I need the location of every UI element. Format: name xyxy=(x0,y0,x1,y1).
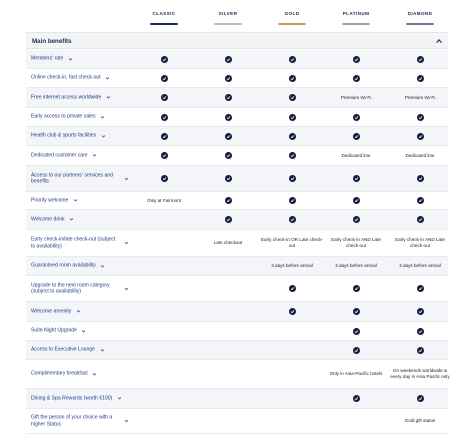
tier-cell-silver xyxy=(196,409,260,433)
chevron-down-icon xyxy=(67,56,73,62)
tier-cell-platinum xyxy=(324,341,388,359)
benefit-row xyxy=(26,127,448,146)
tier-label: DIAMOND xyxy=(407,11,433,16)
benefit-detail: 2 days before arrival xyxy=(399,263,441,268)
chevron-down-icon xyxy=(81,328,87,334)
benefit-detail: On weekends worldwide & every day in Asia Pacific only xyxy=(390,368,450,379)
chevron-down-icon xyxy=(75,309,81,315)
tier-classic xyxy=(132,0,196,28)
check-icon xyxy=(161,114,168,121)
benefit-name: Health club & sports facilities xyxy=(31,132,97,139)
benefit-row xyxy=(26,88,448,108)
chevron-down-icon xyxy=(72,198,78,204)
benefit-detail: Premium Wi-Fi xyxy=(340,94,372,100)
check-icon xyxy=(417,175,424,182)
benefit-toggle[interactable] xyxy=(31,152,98,159)
check-icon xyxy=(417,308,424,315)
tier-cell-gold xyxy=(260,88,324,107)
tier-cell-silver xyxy=(196,146,260,165)
tier-cell-platinum xyxy=(324,210,388,229)
check-icon xyxy=(289,285,296,292)
chevron-down-icon xyxy=(100,133,106,139)
tier-cell-classic xyxy=(132,276,196,301)
check-icon xyxy=(417,56,424,63)
chevron-up-icon xyxy=(435,37,443,45)
chevron-down-icon xyxy=(123,418,129,424)
benefit-toggle[interactable] xyxy=(31,328,87,335)
chevron-down-icon xyxy=(92,153,98,159)
check-icon xyxy=(289,75,296,82)
chevron-down-icon xyxy=(69,217,75,223)
check-icon xyxy=(225,197,232,204)
benefit-name: Members' rate xyxy=(31,55,64,62)
tier-cell-gold xyxy=(260,127,324,145)
benefit-detail: Dedicated line xyxy=(341,152,371,158)
tier-cell-classic xyxy=(132,409,196,433)
benefit-row xyxy=(26,210,448,230)
benefit-name: Upgrade to the next room category (subject to availability) xyxy=(31,281,110,295)
tier-cell-gold xyxy=(260,50,324,68)
benefit-detail: Premium Wi-Fi xyxy=(404,94,436,100)
benefit-detail: Early check-in OR Late check-out xyxy=(260,237,324,248)
tier-cell-gold xyxy=(260,146,324,165)
tier-cell-platinum xyxy=(324,389,388,408)
tier-color-bar xyxy=(150,23,178,25)
tier-cell-diamond xyxy=(388,88,452,107)
chevron-down-icon xyxy=(105,95,111,101)
check-icon xyxy=(353,56,360,63)
check-icon xyxy=(417,197,424,204)
check-icon xyxy=(289,197,296,204)
benefit-toggle[interactable] xyxy=(31,371,98,378)
tier-cell-platinum xyxy=(324,108,388,126)
benefit-row xyxy=(26,341,448,360)
check-icon xyxy=(353,216,360,223)
check-icon xyxy=(225,114,232,121)
check-icon xyxy=(353,114,360,121)
tier-cell-platinum xyxy=(324,360,388,388)
tier-cell-diamond xyxy=(388,389,452,408)
tier-cell-silver xyxy=(196,389,260,408)
collapse-toggle[interactable] xyxy=(434,36,444,46)
benefit-toggle[interactable] xyxy=(31,197,78,204)
chevron-down-icon xyxy=(116,396,122,402)
tier-cell-gold xyxy=(260,322,324,340)
benefit-detail: 2 days before arrival xyxy=(335,263,377,268)
benefit-toggle[interactable] xyxy=(31,133,106,140)
tier-cell-diamond xyxy=(388,341,452,359)
tier-cell-diamond xyxy=(388,146,452,165)
tier-silver xyxy=(196,0,260,28)
benefit-name: Dedicated customer care xyxy=(31,152,88,159)
benefit-row xyxy=(26,389,448,409)
benefit-name: Priority welcome xyxy=(31,197,69,204)
benefit-detail: Only in Asia-Pacific hotels xyxy=(329,371,383,376)
check-icon xyxy=(225,75,232,82)
section-title: Main benefits xyxy=(32,38,72,45)
check-icon xyxy=(161,152,168,159)
benefit-name: Guaranteed room availability xyxy=(31,262,96,269)
tier-cell-silver xyxy=(196,127,260,145)
tier-cell-diamond xyxy=(388,210,452,229)
check-icon xyxy=(225,94,232,101)
tier-cell-silver xyxy=(196,108,260,126)
check-icon xyxy=(353,395,360,402)
tier-cell-silver xyxy=(196,230,260,256)
tier-cell-gold xyxy=(260,409,324,433)
tier-cell-classic xyxy=(132,230,196,256)
tier-cell-platinum xyxy=(324,166,388,191)
check-icon xyxy=(225,216,232,223)
tier-cell-classic xyxy=(132,360,196,388)
tier-gold xyxy=(260,0,324,28)
check-icon xyxy=(289,56,296,63)
tier-cell-platinum xyxy=(324,50,388,68)
tier-cell-classic xyxy=(132,69,196,87)
tier-cell-classic xyxy=(132,50,196,68)
benefit-toggle[interactable] xyxy=(31,172,129,185)
benefit-name: Suite Night Upgrade xyxy=(31,327,77,334)
chevron-down-icon xyxy=(99,347,105,353)
chevron-down-icon xyxy=(105,75,111,81)
tier-cell-classic xyxy=(132,210,196,229)
tier-cell-platinum xyxy=(324,127,388,145)
chevron-down-icon xyxy=(123,240,129,246)
tier-cell-diamond xyxy=(388,69,452,87)
tier-cell-silver xyxy=(196,166,260,191)
benefit-row xyxy=(26,146,448,166)
check-icon xyxy=(353,175,360,182)
tier-cell-silver xyxy=(196,88,260,107)
tier-cell-diamond xyxy=(388,230,452,256)
tier-cell-gold xyxy=(260,257,324,275)
tier-cell-gold xyxy=(260,360,324,388)
tier-cell-classic xyxy=(132,257,196,275)
tier-color-bar xyxy=(342,23,370,25)
check-icon xyxy=(161,175,168,182)
benefit-detail: Late checkout xyxy=(213,240,243,245)
benefit-detail: Early check-in AND Late check-out xyxy=(395,237,445,248)
main-benefits-section xyxy=(26,32,448,49)
tier-cell-silver xyxy=(196,302,260,321)
tier-cell-classic xyxy=(132,341,196,359)
tier-cell-silver xyxy=(196,210,260,229)
tier-cell-gold xyxy=(260,341,324,359)
tier-cell-platinum xyxy=(324,192,388,209)
tier-label: CLASSIC xyxy=(152,11,176,16)
benefit-row xyxy=(26,322,448,341)
tier-cell-gold xyxy=(260,69,324,87)
check-icon xyxy=(417,285,424,292)
tier-cell-gold xyxy=(260,230,324,256)
benefit-toggle[interactable] xyxy=(31,282,129,295)
tier-cell-silver xyxy=(196,341,260,359)
tier-platinum xyxy=(324,0,388,28)
tier-header xyxy=(0,0,474,28)
tier-cell-silver xyxy=(196,69,260,87)
tier-cell-diamond xyxy=(388,322,452,340)
benefit-toggle[interactable] xyxy=(31,216,75,223)
check-icon xyxy=(417,114,424,121)
benefit-name: Early access to private sales xyxy=(31,113,96,120)
tier-cell-diamond xyxy=(388,127,452,145)
tier-cell-gold xyxy=(260,302,324,321)
benefit-detail: Dedicated line xyxy=(405,152,435,158)
benefit-row xyxy=(26,192,448,210)
benefit-name: Access to Executive Lounge xyxy=(31,346,95,353)
tier-label: GOLD xyxy=(284,11,300,16)
benefit-toggle[interactable] xyxy=(31,94,111,101)
tier-cell-platinum xyxy=(324,409,388,433)
benefit-name: Complimentary breakfast xyxy=(31,370,88,377)
tier-cell-platinum xyxy=(324,230,388,256)
benefit-toggle[interactable] xyxy=(31,114,106,121)
benefit-toggle[interactable] xyxy=(31,75,111,82)
benefit-row xyxy=(26,108,448,127)
tier-cell-silver xyxy=(196,276,260,301)
benefit-toggle[interactable] xyxy=(31,347,105,354)
check-icon xyxy=(225,152,232,159)
tier-cell-classic xyxy=(132,127,196,145)
benefit-name: Welcome amenity xyxy=(31,308,72,315)
benefit-name: Welcome drink xyxy=(31,216,65,223)
check-icon xyxy=(161,94,168,101)
benefit-toggle[interactable] xyxy=(31,395,122,402)
tier-cell-classic xyxy=(132,389,196,408)
tier-cell-classic xyxy=(132,322,196,340)
chevron-down-icon xyxy=(123,176,129,182)
benefit-name: Early check-in/late check-out (subject to availability) xyxy=(31,236,116,249)
check-icon xyxy=(289,133,296,140)
check-icon xyxy=(353,75,360,82)
tier-cell-silver xyxy=(196,257,260,275)
chevron-down-icon xyxy=(100,114,106,120)
tier-cell-silver xyxy=(196,50,260,68)
benefit-detail: Gold gift status xyxy=(404,418,436,423)
check-icon xyxy=(161,56,168,63)
benefit-toggle[interactable] xyxy=(31,236,129,249)
tier-cell-platinum xyxy=(324,257,388,275)
check-icon xyxy=(417,347,424,354)
check-icon xyxy=(289,216,296,223)
check-icon xyxy=(289,308,296,315)
tier-color-bar xyxy=(214,23,242,25)
benefit-toggle[interactable] xyxy=(31,308,81,315)
benefit-detail: Early check-in AND Late check-out xyxy=(331,237,381,248)
tier-cell-diamond xyxy=(388,360,452,388)
tier-cell-diamond xyxy=(388,276,452,301)
tier-cell-classic xyxy=(132,88,196,107)
benefit-toggle[interactable] xyxy=(31,263,106,270)
tier-cell-gold xyxy=(260,192,324,209)
chevron-down-icon xyxy=(100,263,106,269)
benefit-name: Access to our partners' services and benefits xyxy=(31,171,113,185)
benefit-row xyxy=(26,302,448,322)
benefit-detail: 3 days before arrival xyxy=(271,263,313,268)
tier-color-bar xyxy=(278,23,306,25)
check-icon xyxy=(353,328,360,335)
benefit-name: Online check-in, fast check-out xyxy=(31,74,101,81)
tier-cell-classic xyxy=(132,302,196,321)
tier-cell-diamond xyxy=(388,409,452,433)
benefit-row xyxy=(26,409,448,434)
tier-cell-platinum xyxy=(324,88,388,107)
check-icon xyxy=(225,175,232,182)
chevron-down-icon xyxy=(123,286,129,292)
tier-cell-silver xyxy=(196,322,260,340)
tier-cell-classic xyxy=(132,108,196,126)
check-icon xyxy=(289,152,296,159)
benefit-name: Dining & Spa Rewards (worth €100) xyxy=(31,395,113,402)
tier-diamond xyxy=(388,0,452,28)
tier-cell-platinum xyxy=(324,302,388,321)
check-icon xyxy=(417,328,424,335)
check-icon xyxy=(417,133,424,140)
benefit-row xyxy=(26,230,448,257)
check-icon xyxy=(225,56,232,63)
tier-cell-gold xyxy=(260,108,324,126)
check-icon xyxy=(417,395,424,402)
tier-cell-platinum xyxy=(324,69,388,87)
check-icon xyxy=(289,114,296,121)
benefit-detail: Only at Fairmont xyxy=(147,197,181,203)
tier-color-bar xyxy=(406,23,434,25)
tier-cell-classic xyxy=(132,166,196,191)
benefit-toggle[interactable] xyxy=(31,414,129,427)
check-icon xyxy=(353,285,360,292)
tier-cell-classic xyxy=(132,192,196,209)
check-icon xyxy=(225,133,232,140)
tier-label: PLATINUM xyxy=(342,11,370,16)
check-icon xyxy=(353,308,360,315)
tier-label: SILVER xyxy=(218,11,238,16)
tier-cell-silver xyxy=(196,192,260,209)
benefit-row xyxy=(26,360,448,389)
check-icon xyxy=(417,216,424,223)
tier-cell-diamond xyxy=(388,108,452,126)
benefit-name: Gift the person of your choice with a higher Status xyxy=(31,414,113,427)
tier-cell-diamond xyxy=(388,302,452,321)
tier-cell-platinum xyxy=(324,322,388,340)
benefit-row xyxy=(26,50,448,69)
tier-cell-diamond xyxy=(388,192,452,209)
tier-cell-platinum xyxy=(324,276,388,301)
tier-cell-gold xyxy=(260,166,324,191)
benefit-toggle[interactable] xyxy=(31,56,73,63)
benefit-row xyxy=(26,257,448,276)
benefit-name: Free internet access worldwide xyxy=(31,94,102,101)
tier-cell-gold xyxy=(260,210,324,229)
benefit-row xyxy=(26,276,448,302)
tier-cell-diamond xyxy=(388,257,452,275)
tier-cell-platinum xyxy=(324,146,388,165)
tier-cell-silver xyxy=(196,360,260,388)
benefit-row xyxy=(26,69,448,88)
check-icon xyxy=(289,175,296,182)
check-icon xyxy=(161,75,168,82)
check-icon xyxy=(161,133,168,140)
tier-cell-classic xyxy=(132,146,196,165)
check-icon xyxy=(417,75,424,82)
chevron-down-icon xyxy=(92,371,98,377)
benefit-row xyxy=(26,166,448,192)
tier-cell-diamond xyxy=(388,50,452,68)
tier-cell-diamond xyxy=(388,166,452,191)
check-icon xyxy=(289,94,296,101)
check-icon xyxy=(353,133,360,140)
check-icon xyxy=(353,197,360,204)
check-icon xyxy=(353,347,360,354)
tier-cell-gold xyxy=(260,389,324,408)
tier-cell-gold xyxy=(260,276,324,301)
